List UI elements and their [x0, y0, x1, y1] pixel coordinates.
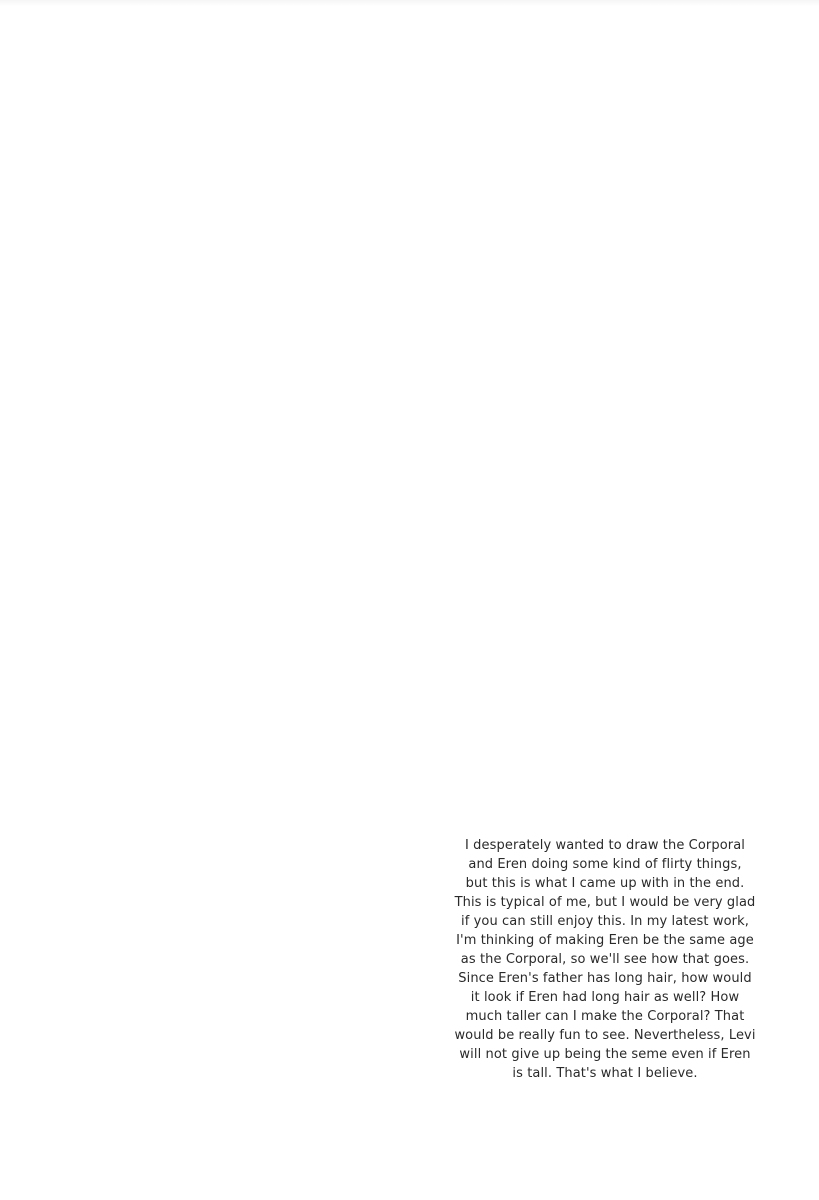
- afterword-line: it look if Eren had long hair as well? How: [470, 990, 740, 1005]
- afterword-line: Since Eren's father has long hair, how would: [458, 971, 752, 986]
- afterword-line: and Eren doing some kind of flirty things,: [468, 857, 742, 872]
- afterword-line: I'm thinking of making Eren be the same age: [456, 933, 754, 948]
- afterword-line: will not give up being the seme even if Eren: [459, 1047, 751, 1062]
- afterword-line: This is typical of me, but I would be very glad: [454, 895, 756, 910]
- afterword-line: I desperately wanted to draw the Corporal: [465, 838, 745, 853]
- afterword-line: much taller can I make the Corporal? That: [465, 1009, 745, 1024]
- scan-edge: [0, 0, 819, 6]
- afterword-line: is tall. That's what I believe.: [512, 1066, 698, 1081]
- afterword-line: would be really fun to see. Nevertheless, Levi: [454, 1028, 756, 1043]
- afterword-line: as the Corporal, so we'll see how that goes.: [460, 952, 750, 967]
- afterword-line: but this is what I came up with in the end.: [465, 876, 745, 891]
- afterword-text: [410, 836, 800, 1083]
- afterword-line: if you can still enjoy this. In my latest work,: [461, 914, 749, 929]
